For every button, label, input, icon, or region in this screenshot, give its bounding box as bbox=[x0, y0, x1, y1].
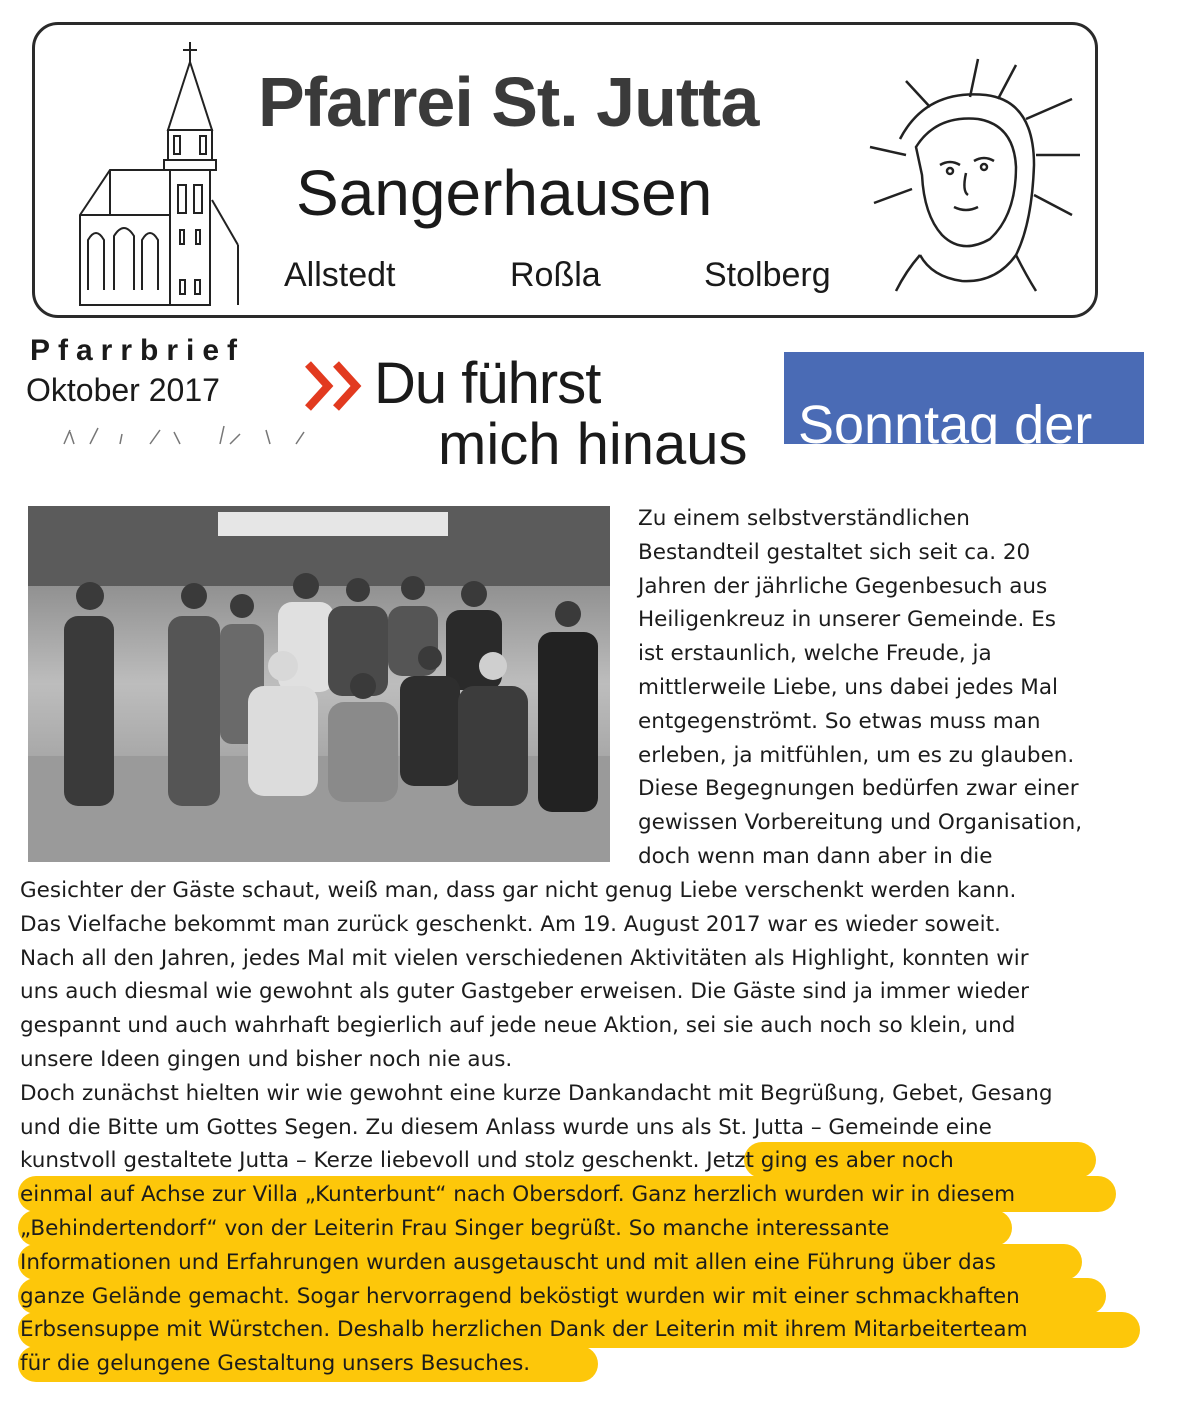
article-line: Diese Begegnungen bedürfen zwar einer bbox=[638, 776, 1079, 802]
article-line: Bestandteil gestaltet sich seit ca. 20 bbox=[638, 539, 1031, 565]
article-line: Gesichter der Gäste schaut, weiß man, dass gar nicht genug Liebe verschenkt werden kann. bbox=[20, 878, 1017, 903]
article-line: Das Vielfache bekommt man zurück geschenkt. Am 19. August 2017 war es wieder soweit. bbox=[20, 911, 1001, 937]
place-stolberg: Stolberg bbox=[704, 256, 831, 294]
grass-decoration bbox=[60, 418, 320, 446]
article-body bbox=[20, 874, 1053, 1381]
article-line: uns auch diesmal wie gewohnt als guter Gastgeber erweisen. Die Gäste sind ja immer wieder bbox=[20, 979, 1029, 1005]
article-side-column bbox=[638, 502, 1082, 874]
article-line: Jahren der jährliche Gegenbesuch aus bbox=[638, 573, 1048, 599]
place-rossla: Roßla bbox=[510, 256, 601, 294]
place-allstedt: Allstedt bbox=[284, 256, 396, 294]
group-photo bbox=[28, 506, 610, 862]
article-line: Heiligenkreuz in unserer Gemeinde. Es bbox=[638, 607, 1056, 633]
article-line: für die gelungene Gestaltung unsers Besuches. bbox=[20, 1351, 531, 1377]
sunday-banner bbox=[784, 352, 1144, 455]
article-line: Nach all den Jahren, jedes Mal mit vielen verschiedenen Aktivitäten als Highlight, konnten wir bbox=[20, 945, 1029, 971]
article-line: und die Bitte um Gottes Segen. Zu diesem Anlass wurde uns als St. Jutta – Gemeinde eine bbox=[20, 1114, 992, 1140]
church-illustration bbox=[70, 40, 250, 305]
parish-city: Sangerhausen bbox=[296, 157, 713, 229]
article-line: Informationen und Erfahrungen wurden ausgetauscht und mit allen eine Führung über das bbox=[20, 1249, 996, 1275]
article-line: mittlerweile Liebe, uns dabei jedes Mal bbox=[638, 674, 1058, 700]
article-line: gewissen Vorbereitung und Organisation, bbox=[638, 810, 1083, 836]
article-line: unsere Ideen gingen und bisher noch nie aus. bbox=[20, 1046, 513, 1072]
parish-title: Pfarrei St. Jutta bbox=[258, 63, 759, 141]
article-line: „Behindertendorf“ von der Leiterin Frau Singer begrüßt. So manche interessante bbox=[20, 1215, 890, 1241]
newsletter-date: Oktober 2017 bbox=[26, 372, 220, 408]
motto-line-1: Du führst bbox=[374, 351, 601, 416]
newsletter-label: Pfarrbrief bbox=[30, 334, 246, 367]
article-line: Doch zunächst hielten wir wie gewohnt eine kurze Dankandacht mit Begrüßung, Gebet, Gesang bbox=[20, 1080, 1053, 1106]
article-line: kunstvoll gestaltete Jutta – Kerze liebevoll und stolz geschenkt. Jetzt ging es aber noch bbox=[20, 1148, 954, 1174]
article-line: doch wenn man dann aber in die bbox=[638, 843, 993, 869]
article-line: Erbsensuppe mit Würstchen. Deshalb herzlichen Dank der Leiterin mit ihrem Mitarbeiterteam bbox=[20, 1317, 1028, 1343]
article-line: ganze Gelände gemacht. Sogar hervorragend beköstigt wurden wir mit einer schmackhaften bbox=[20, 1283, 1020, 1309]
banner-text: Sonntag der bbox=[798, 395, 1093, 455]
article-line: Zu einem selbstverständlichen bbox=[638, 506, 970, 531]
article-line: erleben, ja mitfühlen, um es zu glauben. bbox=[638, 742, 1075, 768]
article-line: entgegenströmt. So etwas muss man bbox=[638, 708, 1041, 734]
article-line: ist erstaunlich, welche Freude, ja bbox=[638, 641, 992, 667]
motto-line-2: mich hinaus bbox=[438, 412, 748, 477]
article-line: einmal auf Achse zur Villa „Kunterbunt“ nach Obersdorf. Ganz herzlich wurden wir in diesem bbox=[20, 1182, 1016, 1208]
saint-jutta-illustration bbox=[866, 55, 1086, 295]
article-line: gespannt und auch wahrhaft begierlich auf jede neue Aktion, sei sie auch noch so klein, und bbox=[20, 1013, 1016, 1039]
double-chevron-icon bbox=[304, 360, 368, 412]
